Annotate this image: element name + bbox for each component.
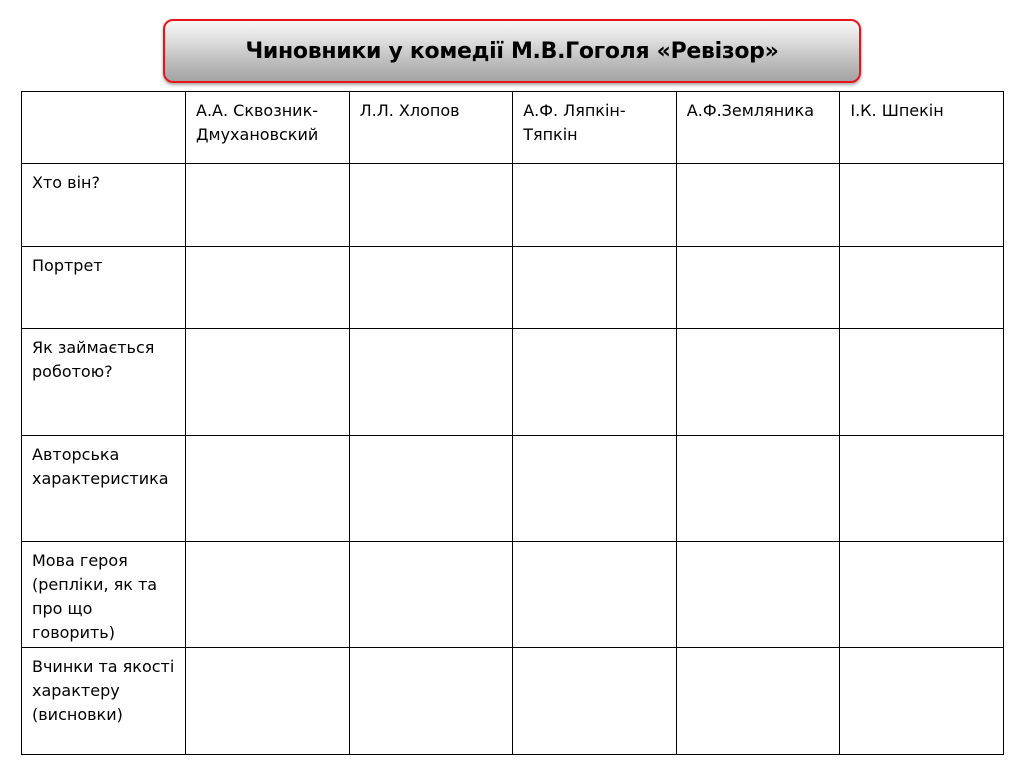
- header-cell-lyapkin: А.Ф. Ляпкін-Тяпкін: [513, 92, 677, 164]
- table-cell: [513, 164, 677, 247]
- table-row: [22, 648, 1004, 755]
- row-label-portrait: Портрет: [22, 247, 186, 329]
- table-row: [22, 542, 1004, 648]
- table-cell: [349, 542, 513, 648]
- table-cell: [513, 436, 677, 542]
- table-row: [22, 247, 1004, 329]
- row-label-who: Хто він?: [22, 164, 186, 247]
- header-cell-corner: [22, 92, 186, 164]
- row-label-speech: Мова героя (репліки, як та про що говорить): [22, 542, 186, 648]
- table-cell: [513, 247, 677, 329]
- table-cell: [840, 436, 1004, 542]
- table-cell: [840, 648, 1004, 755]
- table-cell: [676, 542, 840, 648]
- table-cell: [840, 247, 1004, 329]
- table-cell: [676, 436, 840, 542]
- table-cell: [186, 542, 350, 648]
- table-cell: [349, 648, 513, 755]
- table-header-row: [22, 92, 1004, 164]
- table-cell: [186, 164, 350, 247]
- table-cell: [840, 329, 1004, 436]
- table-cell: [186, 436, 350, 542]
- table-cell: [186, 648, 350, 755]
- table-cell: [513, 648, 677, 755]
- table-row: [22, 329, 1004, 436]
- row-label-actions: Вчинки та якості характеру (висновки): [22, 648, 186, 755]
- table-cell: [349, 164, 513, 247]
- title-banner: [163, 19, 861, 83]
- slide-title: Чиновники у комедії М.В.Гоголя «Ревізор»: [245, 38, 779, 64]
- officials-table: [21, 91, 1004, 755]
- header-cell-khlopov: Л.Л. Хлопов: [349, 92, 513, 164]
- table-cell: [513, 329, 677, 436]
- table-cell: [186, 247, 350, 329]
- table-cell: [676, 648, 840, 755]
- table-cell: [676, 329, 840, 436]
- table-cell: [349, 247, 513, 329]
- table-cell: [349, 329, 513, 436]
- header-cell-zemlyanika: А.Ф.Земляника: [676, 92, 840, 164]
- table-cell: [186, 329, 350, 436]
- row-label-work: Як займається роботою?: [22, 329, 186, 436]
- table-row: [22, 164, 1004, 247]
- table-cell: [676, 247, 840, 329]
- header-cell-shpekin: І.К. Шпекін: [840, 92, 1004, 164]
- table-cell: [676, 164, 840, 247]
- table-row: [22, 436, 1004, 542]
- table-cell: [840, 542, 1004, 648]
- table-cell: [349, 436, 513, 542]
- row-label-author-characteristic: Авторська характеристика: [22, 436, 186, 542]
- header-cell-skvoznik: А.А. Сквозник-Дмухановский: [186, 92, 350, 164]
- table-cell: [513, 542, 677, 648]
- table-cell: [840, 164, 1004, 247]
